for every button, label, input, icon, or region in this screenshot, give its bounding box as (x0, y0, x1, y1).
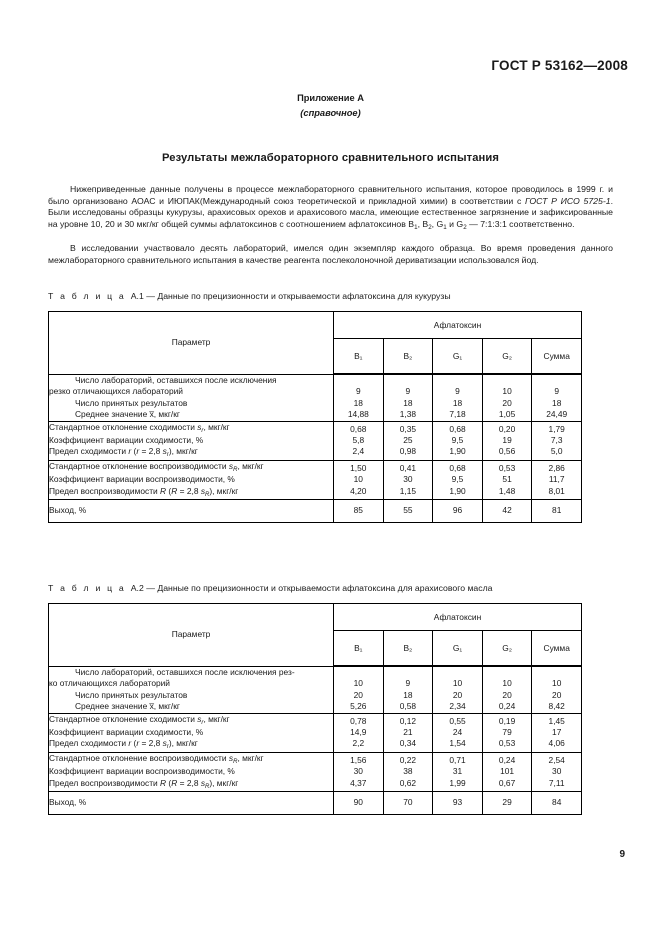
label-line: Среднее значение x̅, мкг/кг (75, 408, 180, 419)
table-2-caption (48, 583, 493, 593)
table-1-g3-col-g1: 0,68 9,5 1,90 (433, 460, 483, 499)
table-1-precision-corn (48, 311, 582, 523)
table-2-g3-col-sum: 2,54 30 7,11 (532, 752, 582, 791)
table-2-g2-col-b2: 0,12 21 0,34 (383, 713, 433, 752)
table-2-g1-col-sum: 10 20 8,42 (532, 666, 582, 713)
table-1-caption (48, 291, 451, 301)
label-line: Число принятых результатов (75, 397, 188, 408)
table-1-g1-col-b1: 9 18 14,88 (334, 374, 384, 421)
table-1-col-b2: B₂ (383, 339, 433, 375)
table-1-g2-col-sum: 1,79 7,3 5,0 (532, 421, 582, 460)
table-2-col-g1: G₁ (433, 631, 483, 667)
table-row (49, 713, 582, 752)
table-1-yield-label: Выход, % (49, 500, 334, 523)
table-2-g3-col-g2: 0,24 101 0,67 (482, 752, 532, 791)
appendix-subtitle: (справочное) (300, 108, 361, 118)
table-1-col-g1: G₁ (433, 339, 483, 375)
label-line: Число лабораторий, оставшихся после исключения (75, 374, 277, 385)
table-2-g2-col-g2: 0,19 79 0,53 (482, 713, 532, 752)
table-1-yield-g1: 96 (433, 500, 483, 523)
table-2-yield-g1: 93 (433, 792, 483, 815)
table-1-g3-col-b1: 1,50 10 4,20 (334, 460, 384, 499)
table-1-g1-col-g2: 10 20 1,05 (482, 374, 532, 421)
table-2-yield-label: Выход, % (49, 792, 334, 815)
table-1-caption-text: — Данные по прецизионности и открываемости афлатоксина для кукурузы (146, 291, 451, 301)
para1-text-a: Нижеприведенные данные получены в процессе межлабораторного сравнительного испытания, которое проводилось в 1999 г. и было организовано АОАС и ИЮПАК(Международный союз теоретической и прикладной химии) в соответствии с (48, 184, 613, 206)
table-1-yield-sum: 81 (532, 500, 582, 523)
table-2-g1-col-b1: 10 20 5,26 (334, 666, 384, 713)
table-1-header-group: Афлатоксин (334, 312, 582, 339)
table-1-col-g2: G₂ (482, 339, 532, 375)
table-2-yield-b2: 70 (383, 792, 433, 815)
label-line: Коэффициент вариации воспроизводимости, % (49, 474, 235, 485)
table-2-yield-sum: 84 (532, 792, 582, 815)
table-2-caption-number: А.2 (130, 583, 144, 593)
table-2-col-g2: G₂ (482, 631, 532, 667)
page-number: 9 (619, 849, 625, 860)
label-line: Среднее значение x̅, мкг/кг (75, 700, 180, 711)
sub-3: 1 (443, 223, 447, 231)
label-line: Число принятых результатов (75, 689, 188, 700)
table-2-col-sum: Сумма (532, 631, 582, 667)
table-2-g2-col-sum: 1,45 17 4,06 (532, 713, 582, 752)
table-1-g2-col-b2: 0,35 25 0,98 (383, 421, 433, 460)
table-row (49, 460, 582, 499)
para1-text-c: , В (417, 218, 429, 229)
sub-1: 1 (414, 223, 418, 231)
table-1-caption-number: А.1 (130, 291, 144, 301)
table-2-col-b2: B₂ (383, 631, 433, 667)
table-1-yield-b1: 85 (334, 500, 384, 523)
table-2-body (49, 666, 582, 815)
table-1-g2-col-g1: 0,68 9,5 1,90 (433, 421, 483, 460)
table-row (49, 421, 582, 460)
label-line: Коэффициент вариации сходимости, % (49, 727, 204, 738)
table-2-precision-peanut-oil (48, 603, 582, 815)
table-2-caption-text: — Данные по прецизионности и открываемости афлатоксина для арахисового масла (146, 583, 493, 593)
para1-text-b: . Были исследованы образцы кукурузы, арахисовых орехов и арахисового масла, имеющие естественное загрязнение и зафиксированные на уровне 10, 20 и 30 мкг/кг общей суммы афлатоксинов с соотношением афлатоксинов В (48, 195, 613, 229)
table-2-g3-labels (49, 752, 334, 791)
standard-number-header: ГОСТ Р 53162—2008 (491, 58, 628, 73)
label-line: Число лабораторий, оставшихся после исключения рез- (75, 666, 295, 677)
table-2-g2-col-b1: 0,78 14,9 2,2 (334, 713, 384, 752)
para2-text: В исследовании участвовало десять лабораторий, имелся один экземпляр каждого образца. Во время проведения данного межлабораторного сравнительного испытания в качестве реагента послеколоночной дериватизации использовался йод. (48, 243, 613, 265)
appendix-title: Приложение А (297, 93, 364, 103)
table-1-g2-col-b1: 0,68 5,8 2,4 (334, 421, 384, 460)
table-1-g3-col-sum: 2,86 11,7 8,01 (532, 460, 582, 499)
table-1-header-param: Параметр (49, 312, 334, 375)
label-line: Предел сходимости r (r = 2,8 $s_r$), мкг/кг (49, 446, 198, 459)
sub-2: 2 (428, 223, 432, 231)
page-title: Результаты межлабораторного сравнительного испытания (161, 152, 500, 164)
label-line: Предел воспроизводимости R (R = 2,8 $s_R$), мкг/кг (49, 777, 239, 790)
table-2-g1-col-g2: 10 20 0,24 (482, 666, 532, 713)
table-row (49, 792, 582, 815)
table-1-body (49, 374, 582, 523)
table-1-g1-col-b2: 9 18 1,38 (383, 374, 433, 421)
table-1-g1-col-sum: 9 18 24,49 (532, 374, 582, 421)
table-1-col-sum: Сумма (532, 339, 582, 375)
label-line: Стандартное отклонение сходимости $s_r$, мкг/кг (49, 421, 230, 434)
table-1-g3-col-g2: 0,53 51 1,48 (482, 460, 532, 499)
label-line: Стандартное отклонение сходимости $s_r$, мкг/кг (49, 713, 230, 726)
table-1-g3-col-b2: 0,41 30 1,15 (383, 460, 433, 499)
label-line: Коэффициент вариации сходимости, % (49, 435, 204, 446)
label-line: Стандартное отклонение воспроизводимости $s_R$, мкг/кг (49, 460, 264, 473)
para1-text-e: и G (446, 218, 464, 229)
table-2-col-b1: B₁ (334, 631, 384, 667)
table-2-yield-b1: 90 (334, 792, 384, 815)
appendix-heading (0, 93, 661, 118)
table-1-g1-labels (49, 374, 334, 421)
para1-text-d: , G (431, 218, 444, 229)
table-2-g2-labels (49, 713, 334, 752)
table-row (49, 752, 582, 791)
table-1-caption-label: Т а б л и ц а (48, 291, 126, 301)
table-2-g1-col-g1: 10 20 2,34 (433, 666, 483, 713)
intro-paragraph-2 (48, 243, 613, 266)
table-2-g3-col-b2: 0,22 38 0,62 (383, 752, 433, 791)
table-row (49, 500, 582, 523)
table-1-g1-col-g1: 9 18 7,18 (433, 374, 483, 421)
table-2-yield-g2: 29 (482, 792, 532, 815)
table-row (49, 374, 582, 421)
table-1-g2-labels (49, 421, 334, 460)
table-2-header-param: Параметр (49, 604, 334, 667)
table-1-g2-col-g2: 0,20 19 0,56 (482, 421, 532, 460)
table-row (49, 666, 582, 713)
label-line: Коэффициент вариации воспроизводимости, % (49, 766, 235, 777)
label-line: Предел воспроизводимости R (R = 2,8 $s_R$), мкг/кг (49, 485, 239, 498)
para1-standard-ref: ГОСТ Р ИСО 5725-1 (524, 195, 611, 206)
table-2-g1-col-b2: 9 18 0,58 (383, 666, 433, 713)
label-line: Предел сходимости r (r = 2,8 $s_r$), мкг/кг (49, 738, 198, 751)
label-line: резко отличающихся лабораторий (49, 386, 183, 397)
table-2-g2-col-g1: 0,55 24 1,54 (433, 713, 483, 752)
table-2-g3-col-b1: 1,56 30 4,37 (334, 752, 384, 791)
sub-4: 2 (463, 223, 467, 231)
label-line: Стандартное отклонение воспроизводимости $s_R$, мкг/кг (49, 752, 264, 765)
table-1-g3-labels (49, 460, 334, 499)
table-1-yield-b2: 55 (383, 500, 433, 523)
table-1-yield-g2: 42 (482, 500, 532, 523)
label-line: ко отличающихся лабораторий (49, 678, 170, 689)
para1-text-f: — 7:1:3:1 соответственно. (466, 218, 575, 229)
table-2-header-group: Афлатоксин (334, 604, 582, 631)
table-2-g1-labels (49, 666, 334, 713)
table-1-col-b1: B₁ (334, 339, 384, 375)
intro-paragraph-1 (48, 184, 613, 231)
table-2-g3-col-g1: 0,71 31 1,99 (433, 752, 483, 791)
table-2-caption-label: Т а б л и ц а (48, 583, 126, 593)
